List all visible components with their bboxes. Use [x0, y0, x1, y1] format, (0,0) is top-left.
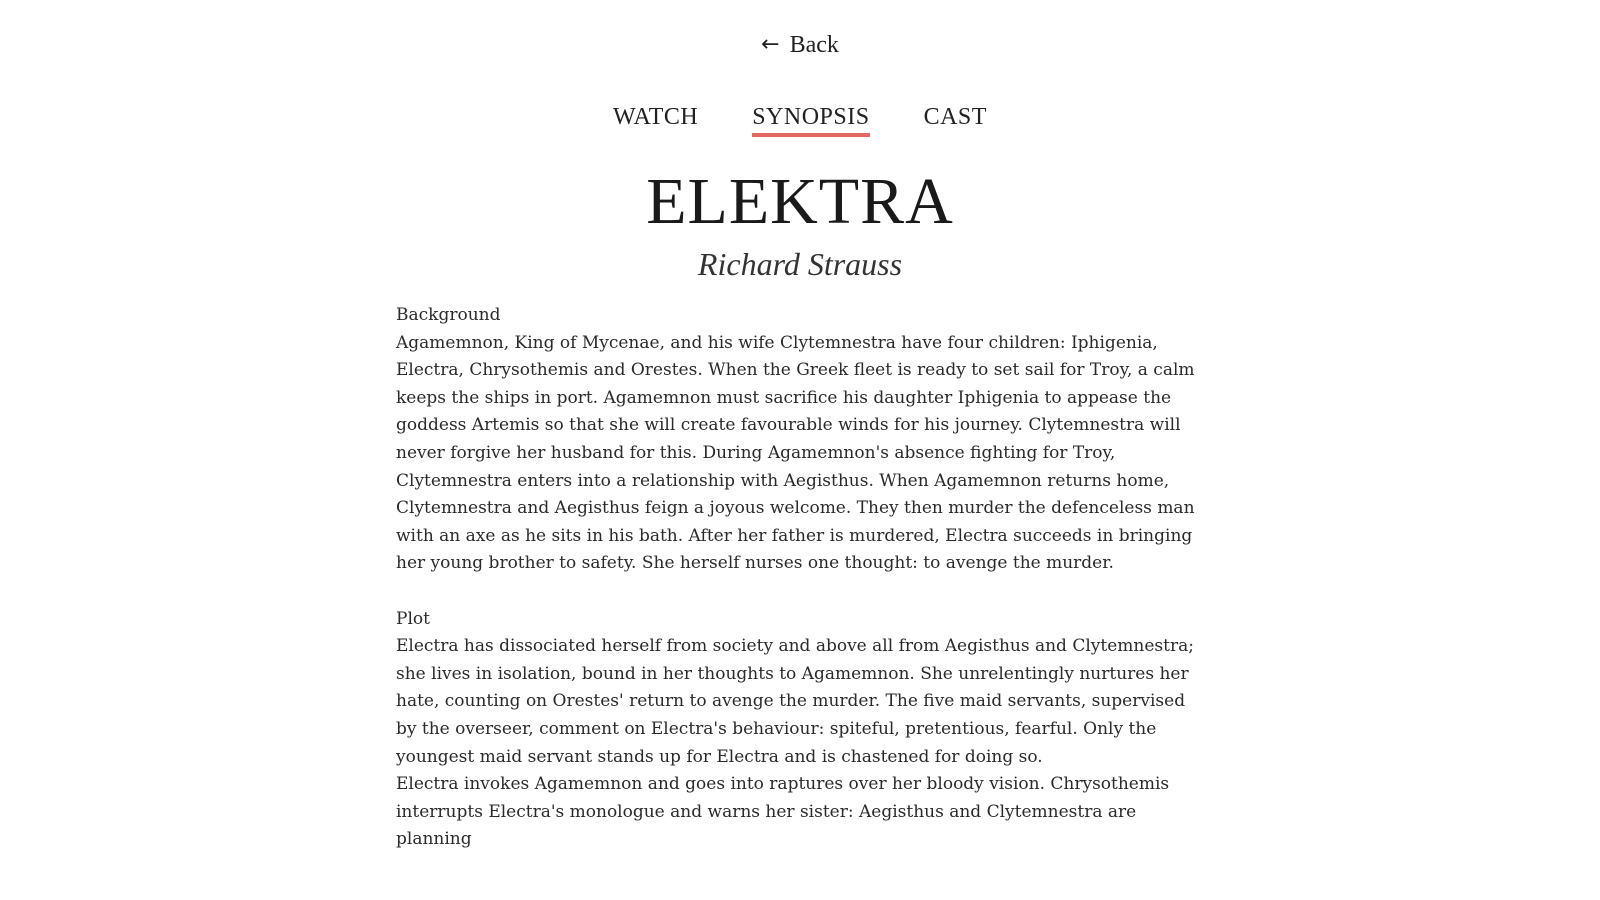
arrow-left-icon: ← — [761, 31, 780, 57]
tab-synopsis[interactable]: SYNOPSIS — [752, 104, 869, 137]
back-label: Back — [789, 32, 839, 58]
tab-cast[interactable]: CAST — [923, 104, 987, 130]
page-title: ELEKTRA — [646, 165, 954, 238]
synopsis-content[interactable] — [396, 302, 1208, 850]
plot-paragraph: Electra invokes Agamemnon and goes into raptures over her bloody vision. Chrysothemis interrupts Electra's monologue and warns her sister: Aegisthus and Clytemnestra are planning — [396, 774, 1170, 850]
background-text: Agamemnon, King of Mycenae, and his wife Clytemnestra have four children: Iphigenia, Electra, Chrysothemis and Orestes. When the Greek fleet is ready to set sail for Troy, a calm keeps the ships in port. Agamemnon must sacrifice his daughter Iphigenia to appease the goddess Artemis so that she will create favourable winds for his journey. Clytemnestra will never forgive her husband for this. During Agamemnon's absence fighting for Troy, Clytemnestra enters into a relationship with Aegisthus. When Agamemnon returns home, Clytemnestra and Aegisthus feign a joyous welcome. They then murder the defenceless man with an axe as he sits in his bath. After her father is murdered, Electra succeeds in bringing her young brother to safety. She herself nurses one thought: to avenge the murder. — [396, 332, 1195, 574]
back-link[interactable] — [0, 32, 1600, 59]
plot-heading: Plot — [396, 608, 430, 629]
background-heading: Background — [396, 305, 501, 325]
tab-bar — [0, 104, 1600, 137]
plot-paragraph: Electra has dissociated herself from society and above all from Aegisthus and Clytemnestra; she lives in isolation, bound in her thoughts to Agamemnon. She unrelentingly nurtures her hate, counting on Orestes' return to avenge the murder. The five maid servants, supervised by the overseer, comment on Electra's behaviour: spiteful, pretentious, fearful. Only the youngest maid servant stands up for Electra and is chastened for doing so. — [396, 636, 1194, 767]
tab-watch[interactable]: WATCH — [613, 104, 699, 130]
section-spacer — [396, 578, 1208, 606]
composer-name: Richard Strauss — [697, 246, 903, 282]
